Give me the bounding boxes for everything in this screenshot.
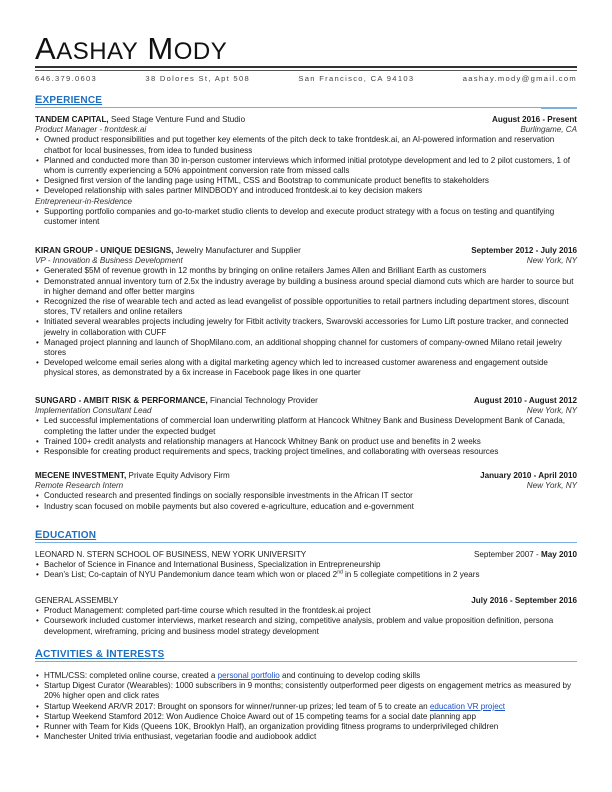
bullet: • Supporting portfolio companies and go-to-market studio clients to develop and execute product strategy with a focus on testing and quantifying customer intent: [35, 207, 577, 227]
city: San Francisco, CA 94103: [298, 74, 415, 83]
bullet: • Designed first version of the landing page using HTML, CSS and Bootstrap to communicate product benefits to stakeholders: [35, 176, 577, 186]
job-bullets: [35, 135, 577, 196]
job-org: KIRAN GROUP - UNIQUE DESIGNS,: [35, 246, 174, 255]
header-rule-thick: [35, 66, 577, 68]
job-org-desc: Private Equity Advisory Firm: [126, 471, 230, 480]
section-rule-end: [541, 107, 577, 109]
job-role: Product Manager - frontdesk.ai: [35, 125, 147, 135]
school-name: LEONARD N. STERN SCHOOL OF BUSINESS, NEW YORK UNIVERSITY: [35, 550, 307, 559]
job-bullets: [35, 491, 577, 511]
job-org: SUNGARD - AMBIT RISK & PERFORMANCE,: [35, 396, 208, 405]
job-entry: [35, 246, 577, 379]
bullet: • Demonstrated annual inventory turn of 2.5x the industry average by building a business around special diamond cuts which are harder to source but in higher demand and offer better margins: [35, 277, 577, 297]
bullet: • Product Management: completed part-time course which resulted in the frontdesk.ai project: [35, 606, 577, 616]
activity-item: • Runner with Team for Kids (Queens 10K, Brooklyn Half), an organization providing fitness programs to underprivileged children: [35, 722, 577, 732]
activity-item: • Startup Weekend AR/VR 2017: Brought on sponsors for winner/runner-up prizes; led team of 5 to create an education VR project: [35, 702, 577, 712]
job-org-desc: Jewelry Manufacturer and Supplier: [173, 246, 301, 255]
candidate-name: AASHAY MODY: [35, 31, 228, 66]
education-bullets: [35, 606, 577, 637]
job-dates: September 2012 - July 2016: [471, 246, 577, 255]
job-location: Burlingame, CA: [520, 125, 577, 135]
job-bullets: [35, 416, 577, 457]
address: 38 Dolores St, Apt 508: [145, 74, 251, 83]
bullet: • Recognized the rise of wearable tech and acted as lead evangelist of possible opportunities to retail partners including department stores, discount stores, TV retailers and online retailers: [35, 297, 577, 317]
personal-portfolio-link[interactable]: personal portfolio: [217, 671, 280, 680]
email: aashay.mody@gmail.com: [462, 74, 577, 83]
job-bullets: [35, 266, 577, 378]
bullet: • Led successful implementations of commercial loan underwriting platform at Hancock Whitney Bank and Business Development Bank of Canada, completing the latter under the expected budget: [35, 416, 577, 436]
job-location: New York, NY: [526, 256, 577, 266]
school-dates: July 2016 - September 2016: [471, 596, 577, 605]
activity-item: • HTML/CSS: completed online course, created a personal portfolio and continuing to develop coding skills: [35, 671, 577, 681]
job-bullets-secondary: [35, 207, 577, 227]
bullet: • Coursework included customer interviews, market research and sizing, competitive analysis, problem and value proposition definition, persona development, wireframing, pricing and business model strategy development: [35, 616, 577, 636]
section-rule: [35, 542, 577, 543]
job-location: New York, NY: [526, 481, 577, 491]
bullet: • Developed welcome email series along with a digital marketing agency which led to increased customer awareness and engagement outside physical stores, as demonstrated by a 6x increase in Facebook page likes in one quarter: [35, 358, 577, 378]
bullet: • Responsible for creating product requirements and specs, tracking project timelines, and collaborating with overseas resources: [35, 447, 577, 457]
bullet: • Generated $5M of revenue growth in 12 months by bringing on online retailers James Allen and Brilliant Earth as customers: [35, 266, 577, 276]
bullet: • Bachelor of Science in Finance and International Business, Specialization in Entrepreneurship: [35, 560, 577, 570]
bullet: • Trained 100+ credit analysts and relationship managers at Hancock Whitney Bank on product use and benefits in 2 weeks: [35, 437, 577, 447]
education-entry: [35, 596, 577, 637]
activity-item: • Startup Weekend Stamford 2012: Won Audience Choice Award out of 15 competing teams for a social date planning app: [35, 712, 577, 722]
job-role: Implementation Consultant Lead: [35, 406, 152, 416]
education-vr-project-link[interactable]: education VR project: [429, 701, 506, 711]
job-org: MECENE INVESTMENT,: [35, 471, 127, 480]
header-rule-thin: [35, 70, 577, 71]
job-dates: August 2010 - August 2012: [473, 396, 577, 405]
bullet: • Developed relationship with sales partner MINDBODY and introduced frontdesk.ai to key decision makers: [35, 186, 577, 196]
bullet: • Industry scan focused on mobile payments but also covered e-agriculture, education and e-government: [35, 502, 577, 512]
job-location: New York, NY: [526, 406, 577, 416]
school-dates: September 2007 - May 2010: [473, 550, 577, 559]
job-dates: August 2016 - Present: [491, 115, 577, 124]
bullet: • Conducted research and presented findings on socially responsible investments in the African IT sector: [35, 491, 577, 501]
job-org: TANDEM CAPITAL,: [35, 115, 109, 124]
school-name: GENERAL ASSEMBLY: [35, 596, 119, 605]
section-rule: [35, 107, 577, 108]
section-heading-activities: ACTIVITIES & INTERESTS: [35, 648, 577, 662]
bullet: • Dean’s List; Co-captain of NYU Pandemonium dance team which won or placed 2nd in 5 collegiate competitions in 2 years: [35, 570, 577, 580]
job-role-secondary: Entrepreneur-in-Residence: [35, 196, 133, 206]
activity-item: • Manchester United trivia enthusiast, vegetarian foodie and audiobook addict: [35, 732, 577, 742]
job-entry: [35, 115, 577, 227]
bullet: • Initiated several wearables projects including jewelry for Fitbit activity trackers, Swarovski accessories for Lumo Lift posture tracker, and connected jewelry in collaboration with CUFF: [35, 317, 577, 337]
phone: 646.379.0603: [35, 74, 98, 83]
contact-line: [35, 74, 577, 83]
job-role: VP - Innovation & Business Development: [35, 256, 183, 266]
job-org-desc: Financial Technology Provider: [207, 396, 318, 405]
activity-item: • Startup Digest Curator (Wearables): 1000 subscribers in 9 months; consistently outperformed peer digests on engagement metrics as measured by 20% higher open and click rates: [35, 681, 577, 701]
job-role: Remote Research Intern: [35, 481, 124, 491]
section-rule: [35, 661, 577, 662]
bullet: • Owned product responsibilities and put together key elements of the pitch deck to take frontdesk.ai, an AI-powered information and reservation chatbot for local businesses, from idea to funded business: [35, 135, 577, 155]
job-dates: January 2010 - April 2010: [480, 471, 577, 480]
job-org-desc: Seed Stage Venture Fund and Studio: [108, 115, 246, 124]
job-entry: [35, 396, 577, 457]
job-entry: [35, 471, 577, 512]
activities-list: [35, 671, 577, 742]
bullet: • Managed project planning and launch of ShopMilano.com, an additional shopping channel for customers of company-owned Milano retail jewelry stores: [35, 338, 577, 358]
section-heading-experience: EXPERIENCE: [35, 94, 577, 108]
education-bullets: [35, 560, 577, 580]
section-heading-education: EDUCATION: [35, 529, 577, 543]
education-entry: [35, 550, 577, 581]
bullet: • Planned and conducted more than 30 in-person customer interviews which informed initial prototype development and led to 2 pilot customers, 1 of whom is currently experiencing a 50% appointment conversion rate from missed calls: [35, 156, 577, 176]
